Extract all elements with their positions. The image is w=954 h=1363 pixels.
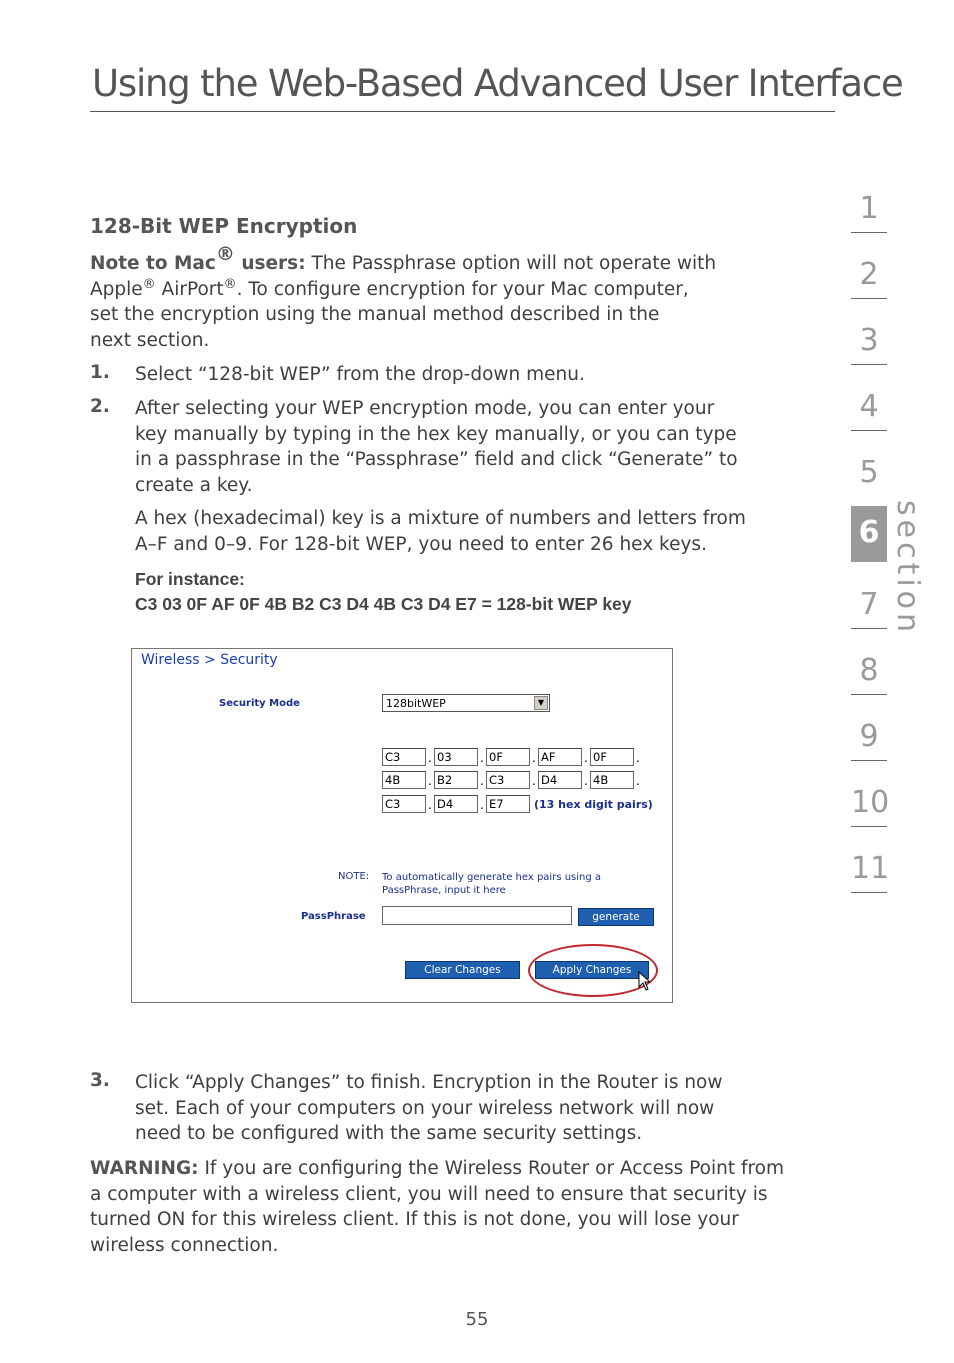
step-2-line: create a key. bbox=[135, 474, 253, 496]
mac-note-lead-tail: users: bbox=[234, 253, 306, 274]
step-2-line: After selecting your WEP encryption mode, you can enter your bbox=[135, 398, 715, 419]
hex-key-field[interactable]: 0F bbox=[486, 748, 530, 766]
nav-rule bbox=[851, 232, 887, 233]
step-1-number: 1. bbox=[90, 362, 110, 383]
nav-rule bbox=[851, 892, 887, 893]
mac-note bbox=[90, 243, 800, 353]
hex-key-field[interactable]: 03 bbox=[434, 748, 478, 766]
mac-note-text-2: . To configure encryption for your Mac computer, bbox=[236, 278, 689, 300]
passphrase-label: PassPhrase bbox=[301, 911, 366, 922]
page-number: 55 bbox=[465, 1309, 489, 1330]
section-number: 2 bbox=[859, 257, 879, 292]
instance-example: C3 03 0F AF 0F 4B B2 C3 D4 4B C3 D4 E7 = 128-bit WEP key bbox=[135, 594, 632, 614]
mac-note-lead-reg: ® bbox=[215, 243, 235, 265]
security-screenshot bbox=[131, 648, 673, 1003]
step-3-line: set. Each of your computers on your wireless network will now bbox=[135, 1097, 715, 1119]
separator-dot: . bbox=[428, 751, 432, 765]
breadcrumb[interactable]: Wireless > Security bbox=[141, 652, 278, 668]
section-heading: 128-Bit WEP Encryption bbox=[90, 214, 358, 238]
separator-dot: . bbox=[636, 751, 640, 765]
section-number: 3 bbox=[859, 323, 879, 358]
note-label: NOTE: bbox=[338, 871, 370, 882]
section-nav-item-10[interactable] bbox=[851, 782, 890, 848]
section-number: 6 bbox=[858, 515, 880, 550]
section-number: 11 bbox=[851, 851, 890, 886]
section-nav-item-4[interactable] bbox=[851, 386, 887, 452]
separator-dot: . bbox=[532, 751, 536, 765]
section-number: 8 bbox=[859, 653, 879, 688]
separator-dot: . bbox=[584, 751, 588, 765]
separator-dot: . bbox=[428, 774, 432, 788]
instance-label: For instance: bbox=[135, 569, 245, 589]
section-nav-item-8[interactable] bbox=[851, 650, 887, 716]
hex-key-field[interactable]: D4 bbox=[434, 795, 478, 813]
hex-key-field[interactable]: C3 bbox=[382, 795, 426, 813]
section-number: 7 bbox=[859, 587, 879, 622]
warning-text: If you are configuring the Wireless Router or Access Point from a computer with a wireless client, you will need to ensure that security is turned ON for this wireless client. If this is not done, you will lose your wireless connection. bbox=[90, 1158, 785, 1256]
clear-changes-button[interactable]: Clear Changes bbox=[405, 961, 520, 979]
section-number: 9 bbox=[859, 719, 879, 754]
hex-key-field[interactable]: C3 bbox=[382, 748, 426, 766]
step-3-number: 3. bbox=[90, 1070, 110, 1091]
separator-dot: . bbox=[428, 798, 432, 812]
mac-note-text-1: The Passphrase option will not operate with bbox=[305, 253, 717, 274]
section-nav-item-6[interactable] bbox=[851, 506, 887, 572]
section-nav-item-2[interactable] bbox=[851, 254, 887, 320]
hex-paragraph-line: A–F and 0–9. For 128-bit WEP, you need to enter 26 hex keys. bbox=[135, 533, 707, 555]
mac-note-reg-2: ® bbox=[223, 276, 237, 292]
step-2-line: key manually by typing in the hex key manually, or you can type bbox=[135, 423, 737, 445]
hex-paragraph-line: A hex (hexadecimal) key is a mixture of numbers and letters from bbox=[135, 508, 746, 529]
section-number: 1 bbox=[859, 191, 879, 226]
section-number: 10 bbox=[851, 785, 890, 820]
section-number: 5 bbox=[859, 455, 879, 490]
section-label: section bbox=[890, 500, 925, 637]
security-mode-select[interactable] bbox=[382, 694, 550, 712]
step-3-line: Click “Apply Changes” to finish. Encryption in the Router is now bbox=[135, 1072, 723, 1093]
hex-key-field[interactable]: 4B bbox=[382, 771, 426, 789]
hex-key-field[interactable]: D4 bbox=[538, 771, 582, 789]
nav-rule bbox=[851, 364, 887, 365]
step-2-number: 2. bbox=[90, 396, 110, 417]
section-nav-item-9[interactable] bbox=[851, 716, 887, 782]
step-1-text: Select “128-bit WEP” from the drop-down menu. bbox=[135, 364, 585, 385]
separator-dot: . bbox=[584, 774, 588, 788]
hex-key-field[interactable]: 4B bbox=[590, 771, 634, 789]
section-nav-item-11[interactable] bbox=[851, 848, 890, 914]
mac-note-airport: AirPort bbox=[155, 278, 224, 300]
generate-button[interactable]: generate bbox=[578, 908, 654, 926]
hex-paragraph bbox=[135, 506, 800, 557]
mac-note-apple: Apple bbox=[90, 278, 143, 300]
passphrase-input[interactable] bbox=[382, 906, 572, 925]
mac-note-lead: Note to Mac bbox=[90, 253, 216, 274]
mouse-cursor-icon bbox=[638, 971, 652, 991]
title-rule bbox=[90, 111, 835, 112]
hex-key-field[interactable]: AF bbox=[538, 748, 582, 766]
section-nav-item-3[interactable] bbox=[851, 320, 887, 386]
security-mode-value: 128bitWEP bbox=[386, 697, 446, 710]
step-3-text bbox=[135, 1070, 800, 1147]
step-3-line: need to be configured with the same security settings. bbox=[135, 1123, 643, 1144]
mac-note-reg-1: ® bbox=[142, 276, 156, 292]
apply-changes-button[interactable]: Apply Changes bbox=[535, 961, 649, 979]
hex-key-field[interactable]: E7 bbox=[486, 795, 530, 813]
hex-key-field[interactable]: B2 bbox=[434, 771, 478, 789]
nav-rule bbox=[851, 430, 887, 431]
warning-paragraph bbox=[90, 1156, 800, 1258]
mac-note-line-4: next section. bbox=[90, 329, 210, 351]
nav-rule bbox=[851, 694, 887, 695]
instance-block bbox=[135, 567, 632, 617]
section-nav-item-7[interactable] bbox=[851, 584, 887, 650]
hex-key-field[interactable]: C3 bbox=[486, 771, 530, 789]
nav-rule bbox=[851, 760, 887, 761]
separator-dot: . bbox=[636, 774, 640, 788]
chevron-down-icon[interactable]: ▼ bbox=[534, 696, 548, 710]
nav-rule bbox=[851, 826, 887, 827]
separator-dot: . bbox=[480, 751, 484, 765]
mac-note-line-3: set the encryption using the manual method described in the bbox=[90, 304, 660, 325]
hex-hint: (13 hex digit pairs) bbox=[534, 798, 653, 811]
security-mode-label: Security Mode bbox=[219, 698, 300, 709]
separator-dot: . bbox=[480, 798, 484, 812]
step-2-text bbox=[135, 396, 800, 498]
page-title: Using the Web-Based Advanced User Interface bbox=[92, 62, 903, 105]
section-number: 4 bbox=[859, 389, 879, 424]
nav-rule bbox=[851, 628, 887, 629]
section-nav-item-1[interactable] bbox=[851, 188, 887, 254]
step-2-line: in a passphrase in the “Passphrase” field and click “Generate” to bbox=[135, 449, 738, 470]
note-text: To automatically generate hex pairs using a PassPhrase, input it here bbox=[382, 872, 602, 896]
separator-dot: . bbox=[532, 774, 536, 788]
nav-rule bbox=[851, 298, 887, 299]
warning-label: WARNING: bbox=[90, 1158, 199, 1179]
hex-key-field[interactable]: 0F bbox=[590, 748, 634, 766]
separator-dot: . bbox=[480, 774, 484, 788]
